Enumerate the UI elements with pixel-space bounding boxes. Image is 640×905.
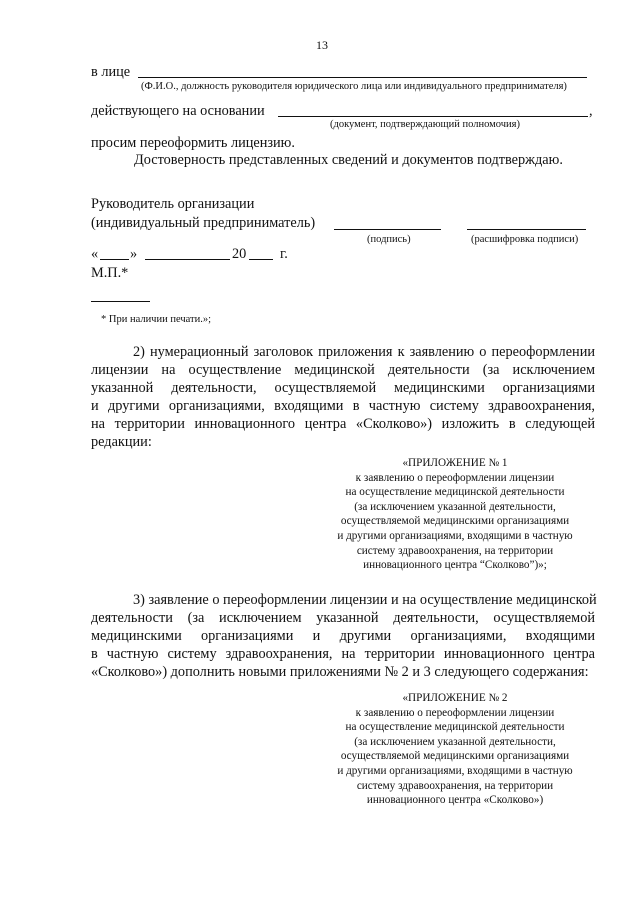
basis-hint: (документ, подтверждающий полномочия)	[330, 119, 520, 130]
appendix2-header	[300, 691, 610, 808]
item2-row: 2) нумерационный заголовок приложения к заявлению о переоформлении	[133, 344, 595, 360]
signature-hint: (подпись)	[367, 234, 411, 245]
appendix2-line: на осуществление медицинской деятельности	[345, 721, 565, 734]
request-text: просим переоформить лицензию.	[91, 135, 295, 151]
appendix2-line: осуществляемой медицинскими организациями	[340, 750, 570, 763]
item2-row: редакции:	[91, 434, 152, 450]
item3-paragraph	[91, 591, 595, 681]
appendix1-line: и другими организациями, входящими в частную	[337, 529, 573, 542]
appendix1-line: к заявлению о переоформлении лицензии	[355, 471, 555, 484]
date-year-prefix: 20	[232, 246, 247, 262]
appendix2-line: к заявлению о переоформлении лицензии	[355, 706, 555, 719]
signatory-line2: (индивидуальный предприниматель)	[91, 215, 316, 231]
seal-mark: М.П.*	[91, 265, 129, 281]
appendix2-title: «ПРИЛОЖЕНИЕ № 2	[402, 692, 508, 704]
item2-row: лицензии на осуществление медицинской деятельности (за исключением	[91, 362, 595, 378]
item2-row: и другими организациями, входящими в частную систему здравоохранения,	[91, 398, 595, 414]
signature-blank	[334, 229, 441, 230]
item2-row: указанной деятельности, осуществляемой медицинскими организациями	[91, 380, 595, 396]
basis-comma: ,	[589, 103, 593, 119]
appendix2-line: инновационного центра «Сколково»)	[366, 794, 544, 807]
footnote-separator	[91, 301, 150, 302]
item3-row: медицинскими организациями и другими организациями, входящими	[91, 628, 595, 644]
appendix1-title: «ПРИЛОЖЕНИЕ № 1	[402, 457, 508, 469]
date-open-quote: «	[91, 246, 99, 262]
appendix1-line: (за исключением указанной деятельности,	[354, 500, 556, 513]
confirm-text: Достоверность представленных сведений и документов подтверждаю.	[134, 152, 563, 168]
footnote-text: * При наличии печати.»;	[101, 314, 212, 325]
in-person-hint: (Ф.И.О., должность руководителя юридического лица или индивидуального предпринимателя)	[141, 81, 567, 92]
date-month-blank	[145, 259, 230, 260]
date-year-blank	[249, 259, 273, 260]
basis-blank	[278, 116, 588, 117]
appendix1-line: систему здравоохранения, на территории	[356, 544, 554, 557]
item3-row: в частную систему здравоохранения, на территории инновационного центра	[91, 646, 595, 662]
appendix1-header	[300, 456, 610, 573]
item2-paragraph	[91, 343, 595, 451]
decode-hint: (расшифровка подписи)	[471, 234, 579, 245]
date-day-blank	[100, 259, 129, 260]
item3-row: «Сколково») дополнить новыми приложениями № 2 и 3 следующего содержания:	[91, 664, 589, 680]
appendix1-line: осуществляемой медицинскими организациями	[340, 515, 570, 528]
page-number: 13	[316, 38, 328, 52]
item3-row: деятельности (за исключением указанной деятельности, осуществляемой	[91, 610, 595, 626]
item3-row: 3) заявление о переоформлении лицензии и на осуществление медицинской	[133, 592, 597, 608]
signature-decode-blank	[467, 229, 586, 230]
basis-label: действующего на основании	[91, 103, 265, 119]
appendix2-line: систему здравоохранения, на территории	[356, 779, 554, 792]
appendix2-line: и другими организациями, входящими в частную	[337, 764, 573, 777]
in-person-blank	[138, 77, 587, 78]
date-year-suffix: г.	[280, 246, 288, 262]
appendix2-line: (за исключением указанной деятельности,	[354, 735, 556, 748]
appendix1-line: на осуществление медицинской деятельности	[345, 486, 565, 499]
item2-row: на территории инновационного центра «Сколково») изложить в следующей	[91, 416, 595, 432]
date-close-quote: »	[130, 246, 138, 262]
in-person-label: в лице	[91, 64, 131, 80]
signatory-line1: Руководитель организации	[91, 196, 255, 212]
appendix1-line: инновационного центра “Сколково”)»;	[363, 559, 547, 572]
